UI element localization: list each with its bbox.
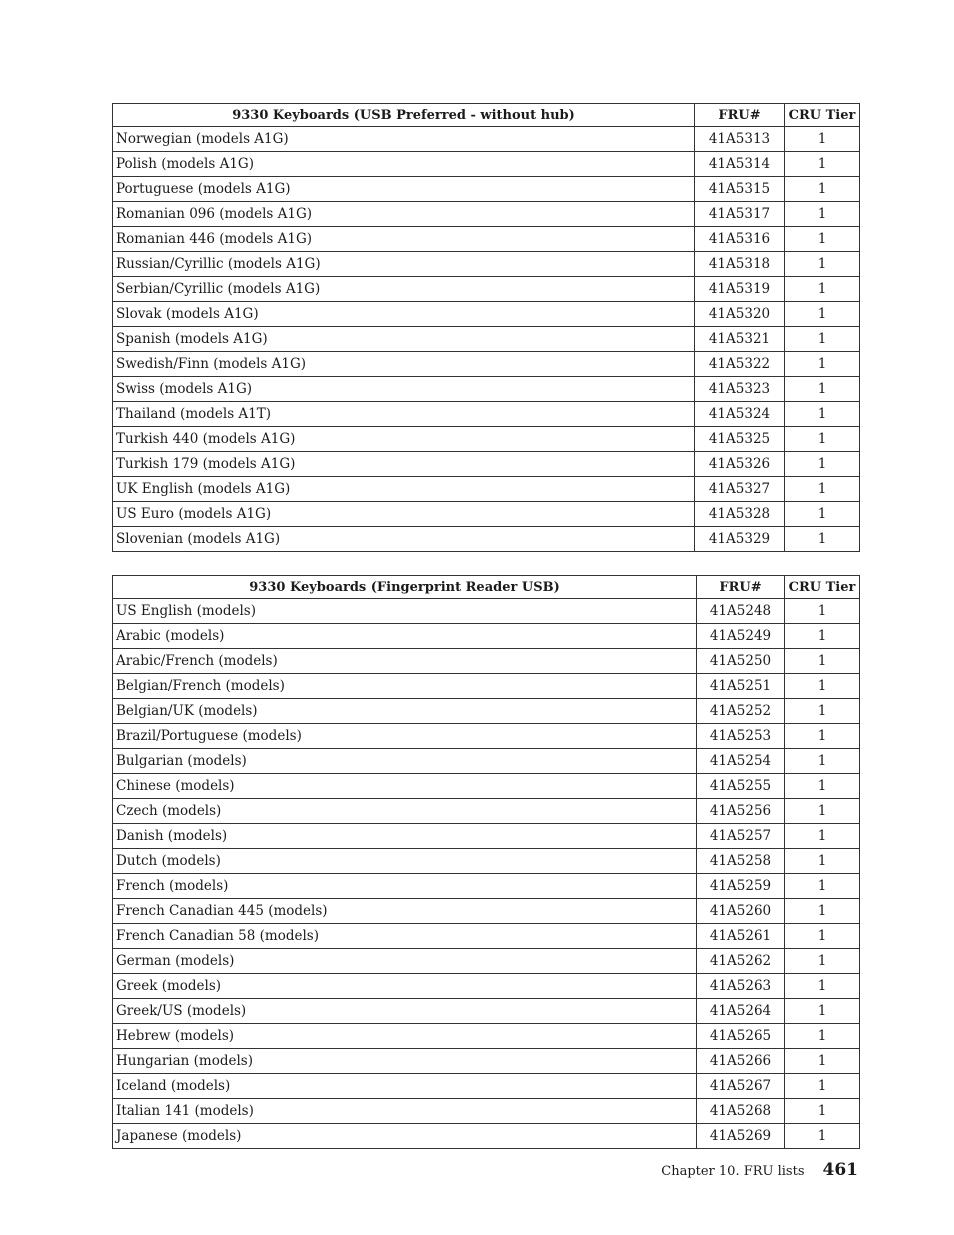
- table-row: [113, 624, 860, 649]
- cell-description: Hungarian (models): [113, 1049, 697, 1074]
- cell-cru-tier: 1: [785, 924, 860, 949]
- cell-cru-tier: 1: [785, 799, 860, 824]
- cell-fru-number: 41A5259: [697, 874, 785, 899]
- cell-fru-number: 41A5326: [695, 452, 785, 477]
- cell-fru-number: 41A5255: [697, 774, 785, 799]
- table-row: [113, 452, 860, 477]
- table-row: [113, 849, 860, 874]
- cell-fru-number: 41A5269: [697, 1124, 785, 1149]
- table-row: [113, 177, 860, 202]
- table-row: [113, 252, 860, 277]
- cell-cru-tier: 1: [785, 202, 860, 227]
- cell-fru-number: 41A5315: [695, 177, 785, 202]
- cell-fru-number: 41A5249: [697, 624, 785, 649]
- cell-description: Serbian/Cyrillic (models A1G): [113, 277, 695, 302]
- cell-cru-tier: 1: [785, 949, 860, 974]
- column-header-description: 9330 Keyboards (Fingerprint Reader USB): [113, 576, 697, 599]
- cell-cru-tier: 1: [785, 699, 860, 724]
- cell-fru-number: 41A5262: [697, 949, 785, 974]
- table-header-row: [113, 104, 860, 127]
- cell-fru-number: 41A5314: [695, 152, 785, 177]
- table-row: [113, 502, 860, 527]
- table-row: [113, 999, 860, 1024]
- cell-description: Slovak (models A1G): [113, 302, 695, 327]
- cell-description: Czech (models): [113, 799, 697, 824]
- cell-description: Arabic (models): [113, 624, 697, 649]
- chapter-label: Chapter 10. FRU lists: [661, 1164, 805, 1179]
- cell-cru-tier: 1: [785, 649, 860, 674]
- column-header-fru: FRU#: [697, 576, 785, 599]
- cell-description: UK English (models A1G): [113, 477, 695, 502]
- cell-description: Turkish 440 (models A1G): [113, 427, 695, 452]
- cell-fru-number: 41A5264: [697, 999, 785, 1024]
- cell-cru-tier: 1: [785, 824, 860, 849]
- table-row: [113, 152, 860, 177]
- cell-fru-number: 41A5319: [695, 277, 785, 302]
- cell-description: Spanish (models A1G): [113, 327, 695, 352]
- table-row: [113, 599, 860, 624]
- cell-cru-tier: 1: [785, 352, 860, 377]
- cell-fru-number: 41A5253: [697, 724, 785, 749]
- table-row: [113, 302, 860, 327]
- cell-description: Hebrew (models): [113, 1024, 697, 1049]
- cell-cru-tier: 1: [785, 477, 860, 502]
- table-row: [113, 1024, 860, 1049]
- table-row: [113, 1049, 860, 1074]
- cell-cru-tier: 1: [785, 774, 860, 799]
- cell-fru-number: 41A5325: [695, 427, 785, 452]
- cell-fru-number: 41A5261: [697, 924, 785, 949]
- page-footer: [661, 1160, 858, 1180]
- cell-cru-tier: 1: [785, 874, 860, 899]
- cell-cru-tier: 1: [785, 899, 860, 924]
- cell-description: Swiss (models A1G): [113, 377, 695, 402]
- cell-fru-number: 41A5258: [697, 849, 785, 874]
- table-row: [113, 949, 860, 974]
- column-header-cru-tier: CRU Tier: [785, 104, 860, 127]
- cell-cru-tier: 1: [785, 402, 860, 427]
- cell-cru-tier: 1: [785, 724, 860, 749]
- cell-description: Greek/US (models): [113, 999, 697, 1024]
- cell-fru-number: 41A5248: [697, 599, 785, 624]
- cell-cru-tier: 1: [785, 227, 860, 252]
- cell-cru-tier: 1: [785, 749, 860, 774]
- cell-description: Belgian/UK (models): [113, 699, 697, 724]
- table-row: [113, 874, 860, 899]
- cell-description: Iceland (models): [113, 1074, 697, 1099]
- cell-fru-number: 41A5257: [697, 824, 785, 849]
- cell-cru-tier: 1: [785, 1074, 860, 1099]
- table-row: [113, 774, 860, 799]
- cell-fru-number: 41A5260: [697, 899, 785, 924]
- cell-fru-number: 41A5268: [697, 1099, 785, 1124]
- cell-description: Romanian 096 (models A1G): [113, 202, 695, 227]
- cell-description: French Canadian 445 (models): [113, 899, 697, 924]
- cell-cru-tier: 1: [785, 427, 860, 452]
- cell-cru-tier: 1: [785, 1024, 860, 1049]
- table-row: [113, 327, 860, 352]
- cell-cru-tier: 1: [785, 127, 860, 152]
- cell-fru-number: 41A5322: [695, 352, 785, 377]
- cell-cru-tier: 1: [785, 974, 860, 999]
- cell-description: US English (models): [113, 599, 697, 624]
- cell-description: Japanese (models): [113, 1124, 697, 1149]
- table-row: [113, 649, 860, 674]
- table-row: [113, 352, 860, 377]
- table-row: [113, 974, 860, 999]
- cell-cru-tier: 1: [785, 377, 860, 402]
- table-row: [113, 202, 860, 227]
- cell-description: Russian/Cyrillic (models A1G): [113, 252, 695, 277]
- table-row: [113, 427, 860, 452]
- cell-cru-tier: 1: [785, 1124, 860, 1149]
- table-row: [113, 127, 860, 152]
- column-header-cru-tier: CRU Tier: [785, 576, 860, 599]
- cell-fru-number: 41A5267: [697, 1074, 785, 1099]
- cell-description: Portuguese (models A1G): [113, 177, 695, 202]
- table-header-row: [113, 576, 860, 599]
- cell-fru-number: 41A5317: [695, 202, 785, 227]
- cell-cru-tier: 1: [785, 527, 860, 552]
- cell-description: Turkish 179 (models A1G): [113, 452, 695, 477]
- cell-fru-number: 41A5323: [695, 377, 785, 402]
- cell-fru-number: 41A5316: [695, 227, 785, 252]
- cell-cru-tier: 1: [785, 177, 860, 202]
- fru-table-fingerprint-reader: [112, 575, 860, 1149]
- cell-cru-tier: 1: [785, 277, 860, 302]
- table-row: [113, 477, 860, 502]
- cell-cru-tier: 1: [785, 452, 860, 477]
- cell-cru-tier: 1: [785, 599, 860, 624]
- cell-description: Bulgarian (models): [113, 749, 697, 774]
- cell-description: Italian 141 (models): [113, 1099, 697, 1124]
- table-row: [113, 674, 860, 699]
- table-row: [113, 724, 860, 749]
- cell-description: US Euro (models A1G): [113, 502, 695, 527]
- column-header-description: 9330 Keyboards (USB Preferred - without hub): [113, 104, 695, 127]
- table-row: [113, 899, 860, 924]
- cell-description: Slovenian (models A1G): [113, 527, 695, 552]
- cell-fru-number: 41A5318: [695, 252, 785, 277]
- cell-fru-number: 41A5251: [697, 674, 785, 699]
- table-row: [113, 402, 860, 427]
- cell-cru-tier: 1: [785, 327, 860, 352]
- cell-description: Danish (models): [113, 824, 697, 849]
- cell-description: Greek (models): [113, 974, 697, 999]
- cell-description: German (models): [113, 949, 697, 974]
- table-row: [113, 824, 860, 849]
- cell-description: Arabic/French (models): [113, 649, 697, 674]
- cell-fru-number: 41A5254: [697, 749, 785, 774]
- table-row: [113, 527, 860, 552]
- cell-description: French (models): [113, 874, 697, 899]
- cell-description: Romanian 446 (models A1G): [113, 227, 695, 252]
- cell-description: Dutch (models): [113, 849, 697, 874]
- cell-description: Swedish/Finn (models A1G): [113, 352, 695, 377]
- cell-fru-number: 41A5256: [697, 799, 785, 824]
- table-row: [113, 277, 860, 302]
- cell-cru-tier: 1: [785, 252, 860, 277]
- cell-cru-tier: 1: [785, 849, 860, 874]
- cell-description: French Canadian 58 (models): [113, 924, 697, 949]
- cell-cru-tier: 1: [785, 1049, 860, 1074]
- table-row: [113, 1099, 860, 1124]
- cell-description: Belgian/French (models): [113, 674, 697, 699]
- cell-fru-number: 41A5250: [697, 649, 785, 674]
- cell-fru-number: 41A5327: [695, 477, 785, 502]
- fru-table-usb-preferred: [112, 103, 860, 552]
- cell-fru-number: 41A5329: [695, 527, 785, 552]
- cell-cru-tier: 1: [785, 152, 860, 177]
- table-row: [113, 1124, 860, 1149]
- cell-description: Thailand (models A1T): [113, 402, 695, 427]
- column-header-fru: FRU#: [695, 104, 785, 127]
- table-row: [113, 699, 860, 724]
- table-row: [113, 1074, 860, 1099]
- table-row: [113, 749, 860, 774]
- cell-fru-number: 41A5320: [695, 302, 785, 327]
- cell-fru-number: 41A5252: [697, 699, 785, 724]
- cell-fru-number: 41A5313: [695, 127, 785, 152]
- cell-cru-tier: 1: [785, 1099, 860, 1124]
- cell-fru-number: 41A5328: [695, 502, 785, 527]
- cell-fru-number: 41A5324: [695, 402, 785, 427]
- cell-cru-tier: 1: [785, 674, 860, 699]
- cell-cru-tier: 1: [785, 302, 860, 327]
- table-row: [113, 924, 860, 949]
- cell-description: Norwegian (models A1G): [113, 127, 695, 152]
- table-row: [113, 227, 860, 252]
- table-row: [113, 377, 860, 402]
- cell-fru-number: 41A5321: [695, 327, 785, 352]
- cell-cru-tier: 1: [785, 624, 860, 649]
- cell-fru-number: 41A5263: [697, 974, 785, 999]
- cell-description: Polish (models A1G): [113, 152, 695, 177]
- cell-cru-tier: 1: [785, 999, 860, 1024]
- cell-description: Chinese (models): [113, 774, 697, 799]
- table-row: [113, 799, 860, 824]
- cell-fru-number: 41A5265: [697, 1024, 785, 1049]
- cell-description: Brazil/Portuguese (models): [113, 724, 697, 749]
- page-number: 461: [822, 1160, 858, 1180]
- cell-cru-tier: 1: [785, 502, 860, 527]
- cell-fru-number: 41A5266: [697, 1049, 785, 1074]
